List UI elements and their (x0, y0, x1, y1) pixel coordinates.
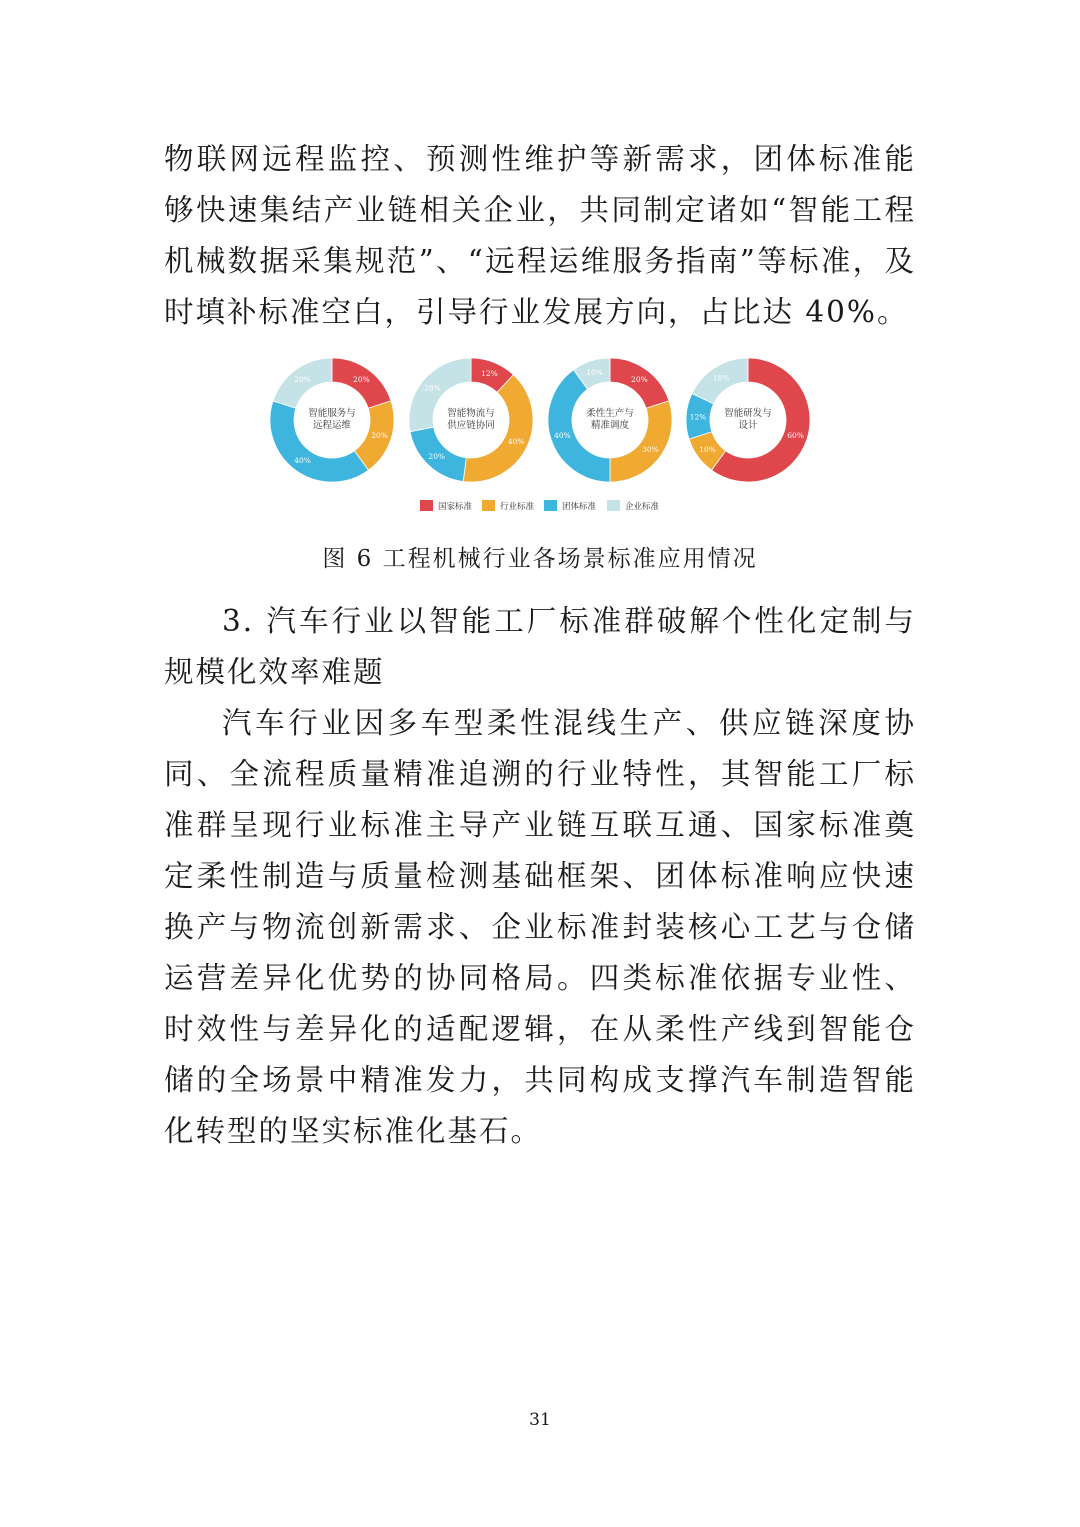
legend-swatch-3 (544, 500, 557, 511)
donut-data-label-2-2: 40% (507, 436, 525, 446)
legend-label-1: 国家标准 (438, 502, 473, 512)
page-number: 31 (529, 1410, 551, 1430)
figure-caption: 图 6 工程机械行业各场景标准应用情况 (322, 546, 758, 572)
donut-center-title-2-2: 供应链协同 (447, 420, 495, 431)
donut-center-title-1-1: 智能服务与 (308, 408, 356, 419)
donut-data-label-2-1: 12% (481, 369, 498, 379)
donut-charts (262, 348, 818, 520)
legend-label-3: 团体标准 (562, 502, 597, 512)
donut-center-title-1-2: 远程运维 (312, 420, 352, 431)
legend-label-4: 企业标准 (625, 502, 660, 512)
donut-data-label-4-2: 10% (699, 444, 716, 454)
donut-center-title-3-2: 精准调度 (590, 420, 630, 431)
donut-data-label-4-1: 60% (787, 430, 804, 440)
donut-center-title-4-2: 设计 (738, 420, 758, 431)
donut-data-label-2-3: 20% (428, 451, 446, 461)
donut-data-label-3-1: 20% (631, 375, 648, 385)
section-heading: 3. 汽车行业以智能工厂标准群破解个性化定制与规模化效率难题 (164, 604, 916, 689)
legend-swatch-4 (607, 500, 620, 511)
donut-data-label-1-4: 20% (294, 375, 311, 385)
legend-swatch-1 (420, 500, 433, 511)
legend-label-2: 行业标准 (500, 502, 535, 512)
donut-data-label-1-1: 20% (353, 375, 370, 385)
donut-data-label-3-3: 40% (554, 430, 571, 440)
body-paragraph-top: 物联网远程监控、预测性维护等新需求，团体标准能够快速集结产业链相关企业，共同制定诸如“智能工程机械数据采集规范”、“远程运维服务指南”等标准，及时填补标准空白，引导行业发展方向，占比达 40%。 (164, 142, 916, 329)
donut-center-title-2-1: 智能物流与 (447, 408, 495, 419)
donut-data-label-3-2: 30% (642, 444, 659, 454)
donut-data-label-2-4: 28% (424, 383, 441, 393)
donut-data-label-4-3: 12% (689, 412, 707, 422)
body-paragraph-bottom: 汽车行业因多车型柔性混线生产、供应链深度协同、全流程质量精准追溯的行业特性，其智能工厂标准群呈现行业标准主导产业链互联互通、国家标准奠定柔性制造与质量检测基础框架、团体标准响应快速换产与物流创新需求、企业标准封装核心工艺与仓储运营差异化优势的协同格局。四类标准依据专业性、时效性与差异化的适配逻辑，在从柔性产线到智能仓储的全场景中精准发力，共同构成支撑汽车制造智能化转型的坚实标准化基石。 (164, 706, 916, 1148)
donut-data-label-1-3: 40% (294, 455, 311, 465)
legend-swatch-2 (482, 500, 495, 511)
donut-data-label-4-4: 18% (712, 373, 730, 383)
donut-center-title-3-1: 柔性生产与 (586, 408, 634, 419)
donut-chart-figure (262, 348, 818, 520)
donut-data-label-1-2: 20% (371, 430, 388, 440)
donut-data-label-3-4: 10% (586, 367, 603, 377)
donut-center-title-4-1: 智能研发与 (724, 408, 772, 419)
